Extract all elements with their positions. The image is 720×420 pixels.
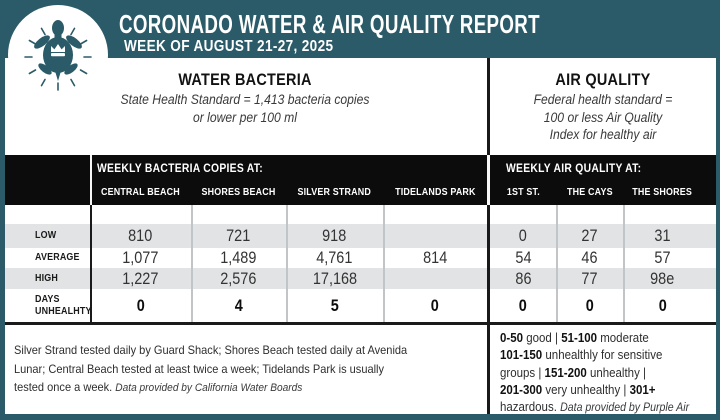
table-cell: 46 — [581, 248, 598, 267]
table-cell: 814 — [422, 248, 448, 267]
table-cell: 4,761 — [316, 248, 353, 267]
air-section-title: AIR QUALITY — [555, 70, 651, 89]
table-cell: 0 — [430, 295, 440, 315]
table-cell: 1,077 — [122, 248, 159, 267]
column-header-central-beach: CENTRAL BEACH — [101, 186, 180, 198]
frame-right — [716, 58, 720, 414]
table-header-band — [5, 155, 716, 205]
table-bottom-border — [5, 322, 716, 325]
column-header-shores-beach: SHORES BEACH — [201, 186, 276, 198]
table-cell: 1,227 — [122, 268, 159, 288]
air-standard-line2: 100 or less Air Quality — [543, 109, 663, 125]
air-quality-standard — [495, 70, 711, 144]
column-header-1st-st: 1ST ST. — [506, 186, 540, 198]
table-row-average — [5, 248, 716, 268]
table-row-high — [5, 268, 716, 289]
table-cell: 27 — [581, 226, 598, 245]
table-cell: 0 — [518, 226, 528, 245]
table-cell: 77 — [581, 268, 598, 288]
air-standard-line3: Index for healthy air — [549, 127, 657, 142]
table-cell: 1,489 — [220, 248, 257, 267]
column-header-tidelands-park: TIDELANDS PARK — [394, 186, 476, 198]
air-column-headers — [490, 182, 716, 202]
table-cell: 54 — [514, 248, 532, 267]
table-cell: 86 — [514, 268, 532, 288]
table-cell: 721 — [226, 226, 251, 245]
table-cell — [383, 224, 487, 248]
water-bacteria-standard — [95, 70, 395, 126]
report-title: CORONADO WATER & AIR QUALITY REPORT — [119, 9, 540, 39]
row-label: LOW — [35, 229, 57, 242]
table-cell: 0 — [658, 295, 667, 315]
row-label: HIGH — [35, 271, 59, 284]
frame-bottom — [0, 414, 720, 420]
table-cell: 17,168 — [312, 268, 357, 288]
frame-left — [0, 58, 5, 414]
water-testing-notes: Silver Strand tested daily by Guard Shack; Shores Beach tested daily at Avenida Lunar; Central Beach tested at least twice a week; Tidelands Park is usually tested once a week. Data provided by California Water Boards — [14, 343, 408, 394]
water-standard-line1: State Health Standard = 1,413 bacteria copies — [120, 92, 370, 107]
table-cell: 810 — [128, 226, 153, 245]
row-label: DAYS UNHEALHTY — [35, 293, 92, 317]
table-cell: 4 — [234, 295, 243, 315]
aqi-legend: 0-50 good | 51-100 moderate 101-150 unhealthly for sensitive groups | 151-200 unhealthy | 201-300 very unhealthy | 301+ hazardous. Data provided by Purple Air — [500, 331, 690, 415]
row-label: AVERAGE — [35, 251, 80, 264]
column-header-the-cays: THE CAYS — [566, 186, 613, 198]
table-cell: 0 — [518, 295, 528, 315]
water-column-headers — [90, 182, 487, 202]
air-group-header: WEEKLY AIR QUALITY AT: — [506, 163, 642, 175]
table-cell: 2,576 — [220, 268, 257, 288]
table-cell: 5 — [330, 295, 339, 315]
table-cell: 918 — [322, 226, 347, 245]
water-group-header: WEEKLY BACTERIA COPIES AT: — [97, 163, 263, 175]
table-cell — [383, 268, 487, 289]
column-header-the-shores: THE SHORES — [632, 186, 693, 198]
table-cell: 98e — [650, 268, 675, 288]
water-standard-line2: or lower per 100 ml — [192, 109, 298, 125]
water-section-title: WATER BACTERIA — [178, 70, 312, 89]
table-cell: 0 — [585, 295, 594, 315]
table-row-days-unhealthy — [5, 289, 716, 322]
table-cell: 31 — [654, 226, 671, 245]
coronado-turtle-crown-logo-icon — [8, 5, 108, 105]
column-header-silver-strand: SILVER STRAND — [297, 186, 372, 198]
table-cell: 0 — [136, 295, 145, 315]
report-week-subtitle: WEEK OF AUGUST 21-27, 2025 — [124, 38, 334, 55]
table-row-low — [5, 224, 716, 248]
table-cell: 57 — [654, 248, 671, 267]
air-standard-line1: Federal health standard = — [533, 92, 673, 107]
